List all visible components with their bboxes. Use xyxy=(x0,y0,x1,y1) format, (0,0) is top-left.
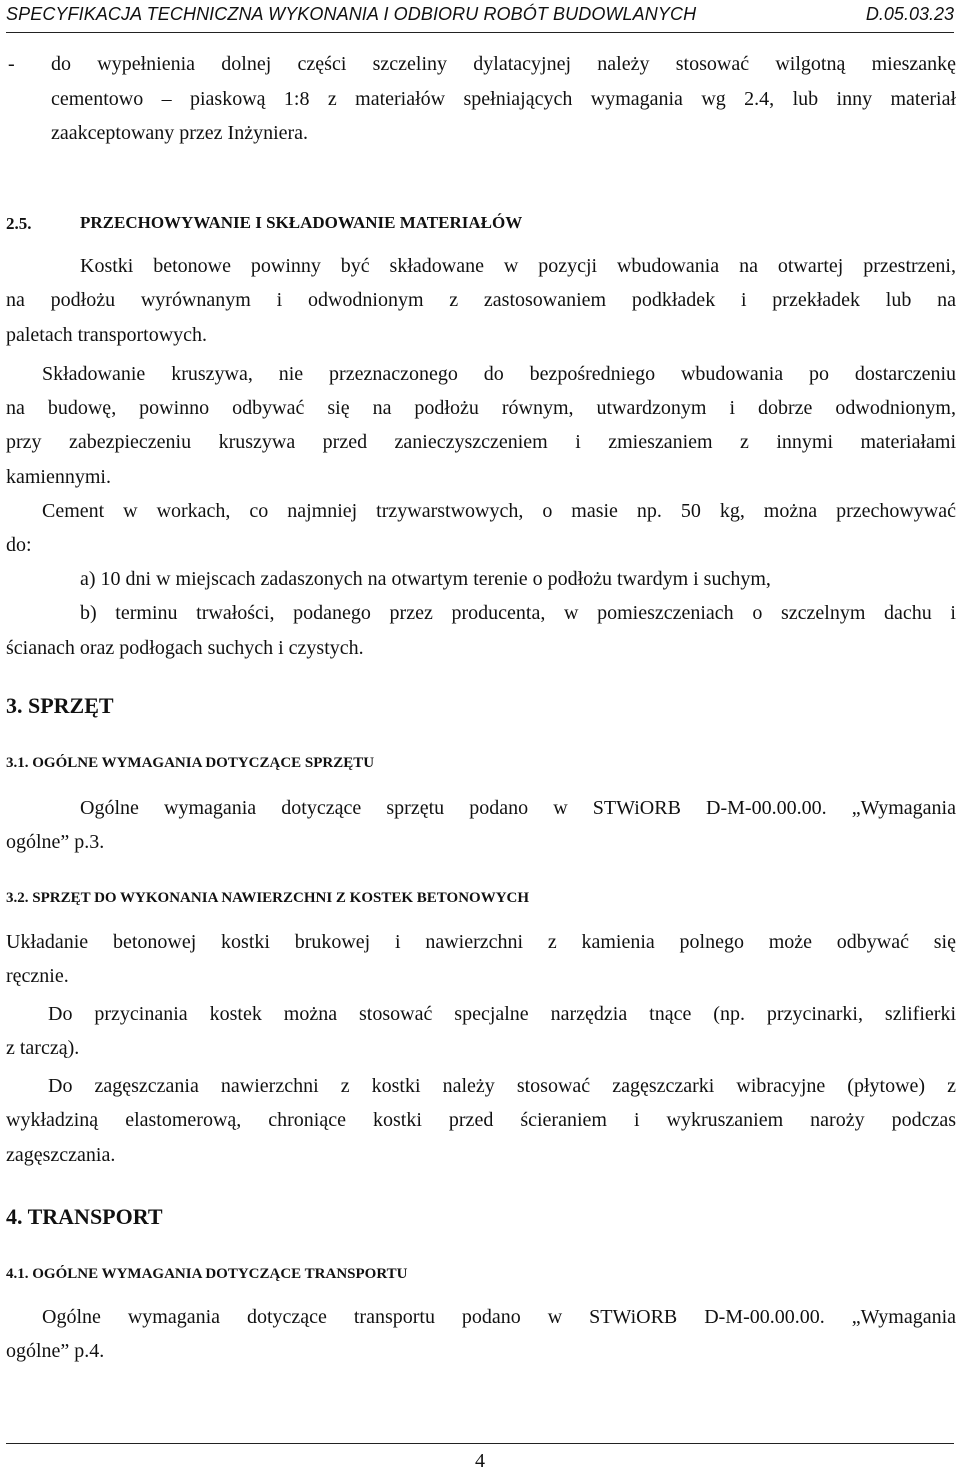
s32-p3-line-2: wykładziną elastomerową, chroniące kostki przed ścieraniem i wykruszaniem naroży podczas xyxy=(6,1109,956,1131)
section-2-5-title: PRZECHOWYWANIE I SKŁADOWANIE MATERIAŁÓW xyxy=(80,213,523,232)
s25-item-b-line-2: ścianach oraz podłogach suchych i czystych. xyxy=(6,637,364,659)
s25-item-a: a) 10 dni w miejscach zadaszonych na otwartym terenie o podłożu twardym i suchym, xyxy=(80,568,771,590)
s25-p1-line-3: paletach transportowych. xyxy=(6,324,208,346)
section-4-1-title: 4.1. OGÓLNE WYMAGANIA DOTYCZĄCE TRANSPORTU xyxy=(6,1266,408,1282)
s25-p3-line-2: do: xyxy=(6,534,32,556)
header-title: SPECYFIKACJA TECHNICZNA WYKONANIA I ODBIORU ROBÓT BUDOWLANYCH xyxy=(6,4,697,24)
bullet-dash: - xyxy=(8,53,15,75)
s25-p2-line-2: na budowę, powinno odbywać się na podłożu równym, utwardzonym i dobrze odwodnionym, xyxy=(6,397,956,419)
section-3-2-title: 3.2. SPRZĘT DO WYKONANIA NAWIERZCHNI Z KOSTEK BETONOWYCH xyxy=(6,890,530,906)
s25-p2-line-4: kamiennymi. xyxy=(6,466,111,488)
bullet-line-2: cementowo – piaskową 1:8 z materiałów spełniających wymagania wg 2.4, lub inny materiał xyxy=(51,88,956,110)
s32-p2-line-1: Do przycinania kostek można stosować specjalne narzędzia tnące (np. przycinarki, szlifierki xyxy=(48,1003,956,1025)
s25-p2-line-1: Składowanie kruszywa, nie przeznaczonego do bezpośredniego wbudowania po dostarczeniu xyxy=(42,363,956,385)
bullet-line-3: zaakceptowany przez Inżyniera. xyxy=(51,122,309,144)
s25-p1-line-1: Kostki betonowe powinny być składowane w pozycji wbudowania na otwartej przestrzeni, xyxy=(80,255,956,277)
s25-item-b-line-1: b) terminu trwałości, podanego przez producenta, w pomieszczeniach o szczelnym dachu i xyxy=(80,602,956,624)
bullet-line-1: do wypełnienia dolnej części szczeliny dylatacyjnej należy stosować wilgotną mieszankę xyxy=(51,53,956,75)
page-number: 4 xyxy=(475,1450,485,1472)
section-3-1-title: 3.1. OGÓLNE WYMAGANIA DOTYCZĄCE SPRZĘTU xyxy=(6,755,375,771)
s32-p3-line-1: Do zagęszczania nawierzchni z kostki należy stosować zagęszczarki wibracyjne (płytowe) z xyxy=(48,1075,956,1097)
s32-p3-line-3: zagęszczania. xyxy=(6,1144,116,1166)
s41-text-line-1: Ogólne wymagania dotyczące transportu podano w STWiORB D-M-00.00.00. „Wymagania xyxy=(42,1306,956,1328)
section-2-5-number: 2.5. xyxy=(6,214,32,233)
s32-p2-line-2: z tarczą). xyxy=(6,1037,80,1059)
section-3-title: 3. SPRZĘT xyxy=(6,693,114,718)
s31-text-line-1: Ogólne wymagania dotyczące sprzętu podano w STWiORB D-M-00.00.00. „Wymagania xyxy=(80,797,956,819)
s32-p1-line-1: Układanie betonowej kostki brukowej i nawierzchni z kamienia polnego może odbywać się xyxy=(6,931,956,953)
s25-p3-line-1: Cement w workach, co najmniej trzywarstwowych, o masie np. 50 kg, można przechowywać xyxy=(42,500,956,522)
s25-p2-line-3: przy zabezpieczeniu kruszywa przed zanieczyszczeniem i zmieszaniem z innymi materiałami xyxy=(6,431,956,453)
s31-text-line-2: ogólne” p.3. xyxy=(6,831,105,853)
footer-divider xyxy=(6,1443,954,1444)
section-4-title: 4. TRANSPORT xyxy=(6,1204,163,1229)
s25-p1-line-2: na podłożu wyrównanym i odwodnionym z zastosowaniem podkładek i przekładek lub na xyxy=(6,289,956,311)
s32-p1-line-2: ręcznie. xyxy=(6,965,69,987)
header-code: D.05.03.23 xyxy=(865,4,954,24)
page-header xyxy=(6,0,954,33)
s41-text-line-2: ogólne” p.4. xyxy=(6,1340,105,1362)
